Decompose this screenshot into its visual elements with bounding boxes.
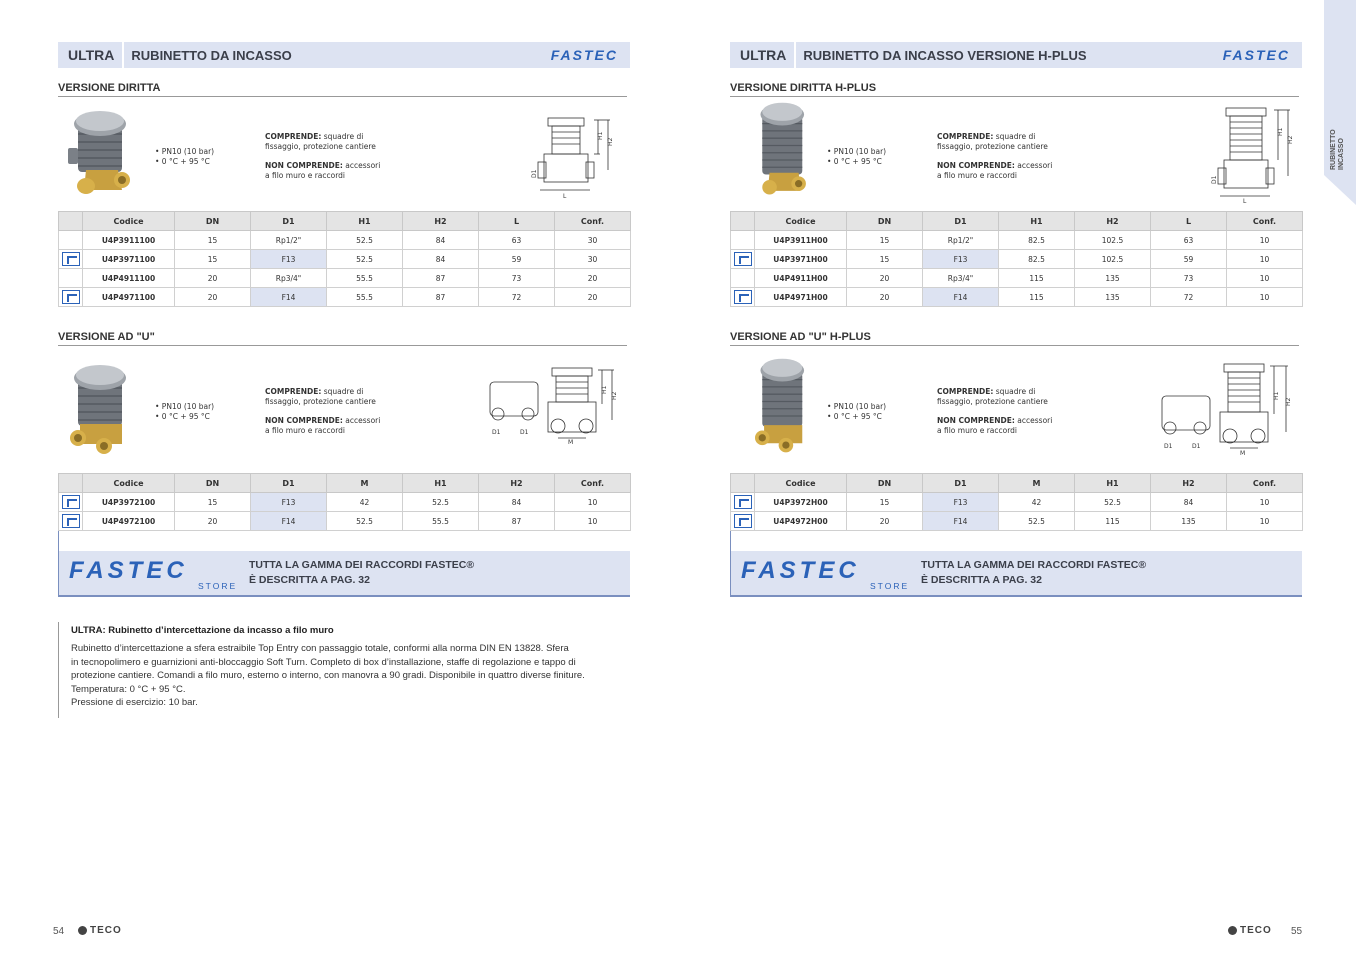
table-row: U4P3972100 15 F13 42 52.5 84 10 <box>59 493 631 512</box>
product-description <box>58 622 638 718</box>
fastec-fitting-icon <box>62 290 80 304</box>
fastec-logo: FASTEC <box>550 47 618 63</box>
fastec-fitting-icon <box>734 514 752 528</box>
series-label: ULTRA <box>730 42 796 68</box>
spec-list: • PN10 (10 bar) • 0 °C + 95 °C <box>827 402 887 421</box>
product-table-u-hplus <box>730 473 1303 531</box>
product-image-u-hplus <box>750 356 820 456</box>
table-header: Codice DN D1 H1 H2 L Conf. <box>731 212 1303 231</box>
svg-text:D1: D1 <box>1164 443 1173 450</box>
svg-text:H2: H2 <box>607 137 614 146</box>
banner-text: TUTTA LA GAMMA DEI RACCORDI FASTEC® È DESCRITTA A PAG. 32 <box>921 559 1147 586</box>
fastec-fitting-icon <box>734 252 752 266</box>
table-row: U4P3971100 15 F13 52.5 84 59 30 <box>59 250 631 269</box>
page-number: 55 <box>1291 926 1303 937</box>
svg-text:H2: H2 <box>1285 397 1292 406</box>
technical-drawing-straight-hplus <box>1208 104 1298 204</box>
svg-text:M: M <box>568 439 574 446</box>
table-row: U4P4911100 20 Rp3/4" 55.5 87 73 20 <box>59 269 631 288</box>
spec-list: • PN10 (10 bar) • 0 °C + 95 °C <box>155 147 215 166</box>
svg-text:D1: D1 <box>1192 443 1201 450</box>
table-header: Codice DN D1 H1 H2 L Conf. <box>59 212 631 231</box>
table-row: U4P4971100 20 F14 55.5 87 72 20 <box>59 288 631 307</box>
product-image-straight-hplus <box>750 100 820 200</box>
includes-text: COMPRENDE: squadre di fissaggio, protezione cantiere NON COMPRENDE: accessori a filo muro e raccordi <box>265 387 381 435</box>
table-header: Codice DN D1 M H1 H2 Conf. <box>731 474 1303 493</box>
page-title-bar <box>730 42 1302 68</box>
product-table-u <box>58 473 631 531</box>
table-row: U4P4971H00 20 F14 115 135 72 10 <box>731 288 1303 307</box>
includes-text: COMPRENDE: squadre di fissaggio, protezione cantiere NON COMPRENDE: accessori a filo muro e raccordi <box>265 132 381 180</box>
section-heading: VERSIONE AD "U" H-PLUS <box>730 331 1299 346</box>
technical-drawing-straight <box>528 114 618 202</box>
svg-text:L: L <box>1243 198 1247 204</box>
teco-logo-icon <box>78 926 87 935</box>
fastec-store-logo: FASTEC STORE <box>69 557 238 591</box>
product-image-u <box>64 358 134 458</box>
table-row: U4P3911H00 15 Rp1/2" 82.5 102.5 63 10 <box>731 231 1303 250</box>
table-row: U4P3971H00 15 F13 82.5 102.5 59 10 <box>731 250 1303 269</box>
svg-text:D1: D1 <box>531 169 538 178</box>
svg-text:H1: H1 <box>1273 391 1280 400</box>
fastec-fitting-icon <box>734 290 752 304</box>
product-table-straight-hplus <box>730 211 1303 307</box>
side-tab-label: RUBINETTO INCASSO <box>1330 129 1345 170</box>
table-row: U4P4972100 20 F14 52.5 55.5 87 10 <box>59 512 631 531</box>
description-title: ULTRA: Rubinetto d’intercettazione da incasso a filo muro <box>71 625 334 636</box>
spec-list: • PN10 (10 bar) • 0 °C + 95 °C <box>155 402 215 421</box>
svg-text:H2: H2 <box>611 391 618 400</box>
includes-text: COMPRENDE: squadre di fissaggio, protezione cantiere NON COMPRENDE: accessori a filo muro e raccordi <box>937 132 1053 180</box>
product-image-straight <box>64 104 134 204</box>
fastec-fitting-icon <box>62 495 80 509</box>
includes-text: COMPRENDE: squadre di fissaggio, protezione cantiere NON COMPRENDE: accessori a filo muro e raccordi <box>937 387 1053 435</box>
technical-drawing-u <box>486 364 620 446</box>
svg-text:H1: H1 <box>1277 127 1284 136</box>
table-header: Codice DN D1 M H1 H2 Conf. <box>59 474 631 493</box>
table-row: U4P4972H00 20 F14 52.5 115 135 10 <box>731 512 1303 531</box>
table-row: U4P3972H00 15 F13 42 52.5 84 10 <box>731 493 1303 512</box>
teco-logo: TECO <box>78 925 122 936</box>
svg-text:H1: H1 <box>601 385 608 394</box>
svg-text:D1: D1 <box>492 429 501 436</box>
section-heading: VERSIONE DIRITTA <box>58 82 627 97</box>
teco-logo-icon <box>1228 926 1237 935</box>
section-heading: VERSIONE DIRITTA H-PLUS <box>730 82 1299 97</box>
fastec-store-logo: FASTEC STORE <box>741 557 910 591</box>
svg-text:D1: D1 <box>520 429 529 436</box>
svg-text:D1: D1 <box>1211 175 1218 184</box>
series-label: ULTRA <box>58 42 124 68</box>
banner-text: TUTTA LA GAMMA DEI RACCORDI FASTEC® È DESCRITTA A PAG. 32 <box>249 559 475 586</box>
page-right <box>678 0 1356 959</box>
page-title: RUBINETTO DA INCASSO VERSIONE H-PLUS <box>803 47 1087 63</box>
page-number: 54 <box>53 926 65 937</box>
spec-list: • PN10 (10 bar) • 0 °C + 95 °C <box>827 147 887 166</box>
fastec-fitting-icon <box>734 495 752 509</box>
svg-text:H2: H2 <box>1287 135 1294 144</box>
technical-drawing-u-hplus <box>1160 360 1296 456</box>
svg-text:H1: H1 <box>597 131 604 140</box>
table-row: U4P3911100 15 Rp1/2" 52.5 84 63 30 <box>59 231 631 250</box>
table-row: U4P4911H00 20 Rp3/4" 115 135 73 10 <box>731 269 1303 288</box>
svg-text:M: M <box>1240 450 1246 456</box>
fastec-logo: FASTEC <box>1222 47 1290 63</box>
svg-text:L: L <box>563 193 567 200</box>
product-table-straight <box>58 211 631 307</box>
page-title: RUBINETTO DA INCASSO <box>131 47 292 63</box>
section-heading: VERSIONE AD "U" <box>58 331 627 346</box>
page-title-bar <box>58 42 630 68</box>
fastec-store-banner <box>59 551 630 597</box>
teco-logo: TECO <box>1228 925 1272 936</box>
fastec-store-banner <box>731 551 1302 597</box>
description-body: Rubinetto d’intercettazione a sfera estraibile Top Entry con passaggio totale, conformi alla norma DIN EN 13828. Sfera in tecnopolimero e guarnizioni anti-bloccaggio Soft Turn. Completo di box d’installazione, staffe di regolazione e tappo di protezione cantiere. Comandi a filo muro, esterno o interno, con manovra a 90 gradi. Disponibile in quattro diverse finiture. Temperatura: 0 °C + 95 °C. Pressione di esercizio: 10 bar. <box>71 643 585 708</box>
fastec-fitting-icon <box>62 514 80 528</box>
fastec-fitting-icon <box>62 252 80 266</box>
